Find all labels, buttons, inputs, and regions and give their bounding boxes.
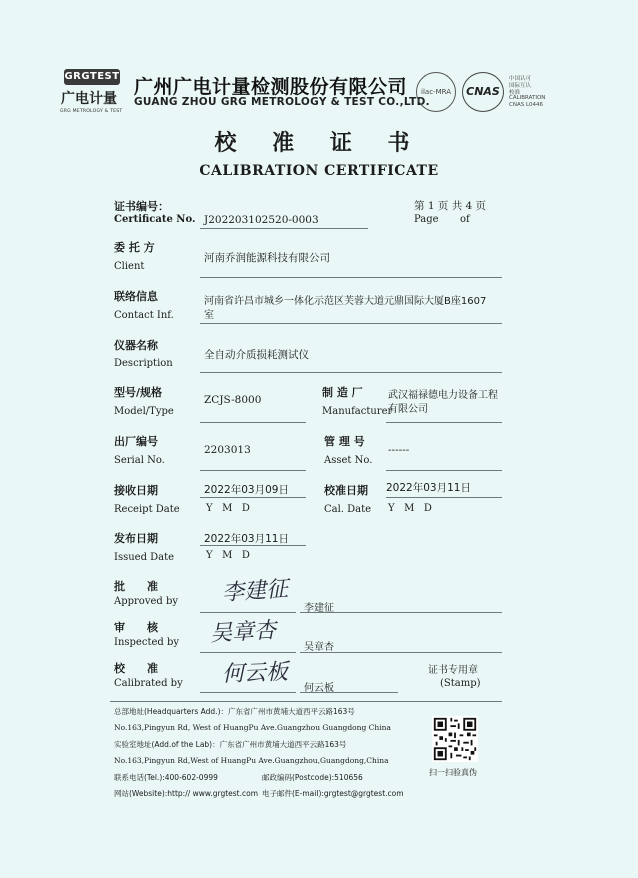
telephone: 联系电话(Tel.):400-602-0999	[114, 773, 218, 782]
contact-label-cn: 联络信息	[114, 290, 158, 303]
page-count-cn: 第 1 页 共 4 页	[414, 200, 487, 212]
inspected-signature-underline	[200, 652, 296, 653]
stamp-label-en: (Stamp)	[440, 678, 481, 689]
asset-label-cn: 管 理 号	[324, 435, 365, 448]
contact-value-line1: 河南省许昌市城乡一体化示范区芙蓉大道元鼎国际大厦B座1607	[204, 296, 487, 307]
client-underline	[200, 277, 502, 278]
serial-label-en: Serial No.	[114, 455, 165, 466]
cal-date-label-en: Cal. Date	[324, 504, 372, 515]
certificate-no-label-cn: 证书编号：	[114, 200, 169, 213]
cnas-text-5: CNAS L0446	[509, 102, 544, 108]
manufacturer-value-line2: 有限公司	[388, 404, 428, 415]
client-value: 河南乔润能源科技有限公司	[204, 252, 330, 264]
issued-underline	[200, 545, 306, 546]
model-label-cn: 型号/规格	[114, 386, 163, 399]
client-label-en: Client	[114, 261, 145, 272]
model-underline	[200, 422, 306, 423]
manufacturer-underline	[386, 422, 502, 423]
contact-label-en: Contact Inf.	[114, 310, 174, 321]
receipt-label-en: Receipt Date	[114, 504, 180, 515]
footer-divider	[110, 701, 502, 702]
company-name-en: GUANG ZHOU GRG METROLOGY & TEST CO.,LTD.	[134, 96, 430, 108]
page-label-en: Page	[414, 214, 439, 225]
description-label-en: Description	[114, 358, 173, 369]
logo-cn-text: 广电计量	[61, 91, 117, 107]
calibrated-signature-underline	[200, 692, 296, 693]
approved-label-cn: 批 准	[114, 580, 158, 593]
cnas-text-3: 校准	[509, 90, 521, 96]
inspected-label-cn: 审 核	[114, 621, 158, 634]
page-of-label-en: of	[460, 214, 470, 225]
issued-label-cn: 发布日期	[114, 532, 158, 545]
postcode: 邮政编码(Postcode):510656	[262, 773, 363, 782]
certificate-no-value: J202203102520-0003	[204, 214, 319, 226]
cnas-text-2: 国际互认	[509, 83, 532, 89]
asset-value: ------	[388, 444, 410, 456]
manufacturer-value-line1: 武汉福禄德电力设备工程	[388, 390, 498, 401]
description-underline	[200, 372, 502, 373]
cnas-text-1: 中国认可	[509, 76, 532, 82]
model-value: ZCJS-8000	[204, 394, 262, 406]
description-label-cn: 仪器名称	[114, 339, 158, 352]
stamp-label-cn: 证书专用章	[428, 665, 478, 676]
issued-ymd: Y M D	[206, 550, 250, 561]
receipt-ymd: Y M D	[206, 503, 250, 514]
grgtest-logo-badge: GRGTEST	[64, 69, 120, 85]
approved-label-en: Approved by	[114, 596, 179, 607]
contact-underline	[200, 323, 502, 324]
logo-en-text: GRG METROLOGY & TEST	[60, 109, 123, 114]
model-label-en: Model/Type	[114, 406, 174, 417]
cnas-logo-icon: CNAS	[462, 72, 504, 112]
hq-address-cn: 总部地址(Headquarters Add.)：广东省广州市黄埔大道西平云路163号	[114, 707, 355, 716]
receipt-date-value: 2022年03月09日	[204, 484, 289, 496]
inspected-name: 吴章杏	[304, 642, 334, 653]
cal-date-ymd: Y M D	[388, 503, 432, 514]
asset-underline	[386, 470, 502, 471]
contact-value-line2: 室	[204, 310, 214, 321]
email: 电子邮件(E-mail):grgtest@grgtest.com	[262, 789, 404, 798]
website: 网站(Website):http:// www.grgtest.com	[114, 789, 259, 798]
calibrated-signature: 何云板	[221, 659, 289, 688]
approved-name: 李建征	[304, 603, 334, 614]
calibrated-label-en: Calibrated by	[114, 678, 183, 689]
cal-date-label-cn: 校准日期	[324, 484, 368, 497]
qr-code-icon[interactable]	[432, 716, 478, 762]
description-value: 全自动介质损耗测试仪	[204, 349, 309, 361]
serial-underline	[200, 470, 306, 471]
calibrated-label-cn: 校 准	[114, 662, 158, 675]
receipt-label-cn: 接收日期	[114, 484, 158, 497]
serial-label-cn: 出厂编号	[114, 435, 158, 448]
inspected-signature: 吴章杏	[209, 618, 277, 647]
approved-signature-underline	[200, 612, 296, 613]
title-en: CALIBRATION CERTIFICATE	[199, 163, 439, 179]
cal-date-underline	[386, 497, 502, 498]
lab-address-en: No.163,Pingyun Rd,West of HuangPu Ave.Guangzhou,Guangdong,China	[114, 756, 389, 765]
inspected-label-en: Inspected by	[114, 637, 180, 648]
receipt-underline	[200, 497, 306, 498]
certificate-no-underline	[200, 228, 368, 229]
title-cn: 校 准 证 书	[214, 131, 424, 156]
serial-value: 2203013	[204, 444, 251, 456]
manufacturer-label-cn: 制 造 厂	[322, 386, 363, 399]
ilac-mra-logo-icon: ilac-MRA	[416, 72, 456, 112]
approved-signature: 李建征	[221, 576, 289, 607]
asset-label-en: Asset No.	[324, 455, 373, 466]
hq-address-en: No.163,Pingyun Rd, West of HuangPu Ave.Guangzhou Guangdong China	[114, 723, 391, 732]
cal-date-value: 2022年03月11日	[386, 482, 471, 494]
cnas-text-4: CALIBRATION	[509, 95, 546, 101]
client-label-cn: 委 托 方	[114, 241, 155, 254]
calibrated-name: 何云板	[304, 683, 334, 694]
certificate-no-label-en: Certificate No.	[114, 214, 196, 225]
lab-address-cn: 实验室地址(Add.of the Lab)：广东省广州市黄埔大道西平云路163号	[114, 740, 347, 749]
inspected-name-underline	[300, 652, 502, 653]
company-name-cn: 广州广电计量检测股份有限公司	[134, 76, 408, 98]
issued-label-en: Issued Date	[114, 552, 175, 563]
qr-caption: 扫一扫验真伪	[429, 768, 477, 777]
calibrated-name-underline	[300, 692, 398, 693]
issued-date-value: 2022年03月11日	[204, 533, 289, 545]
approved-name-underline	[300, 612, 502, 613]
manufacturer-label-en: Manufacturer	[322, 406, 393, 417]
